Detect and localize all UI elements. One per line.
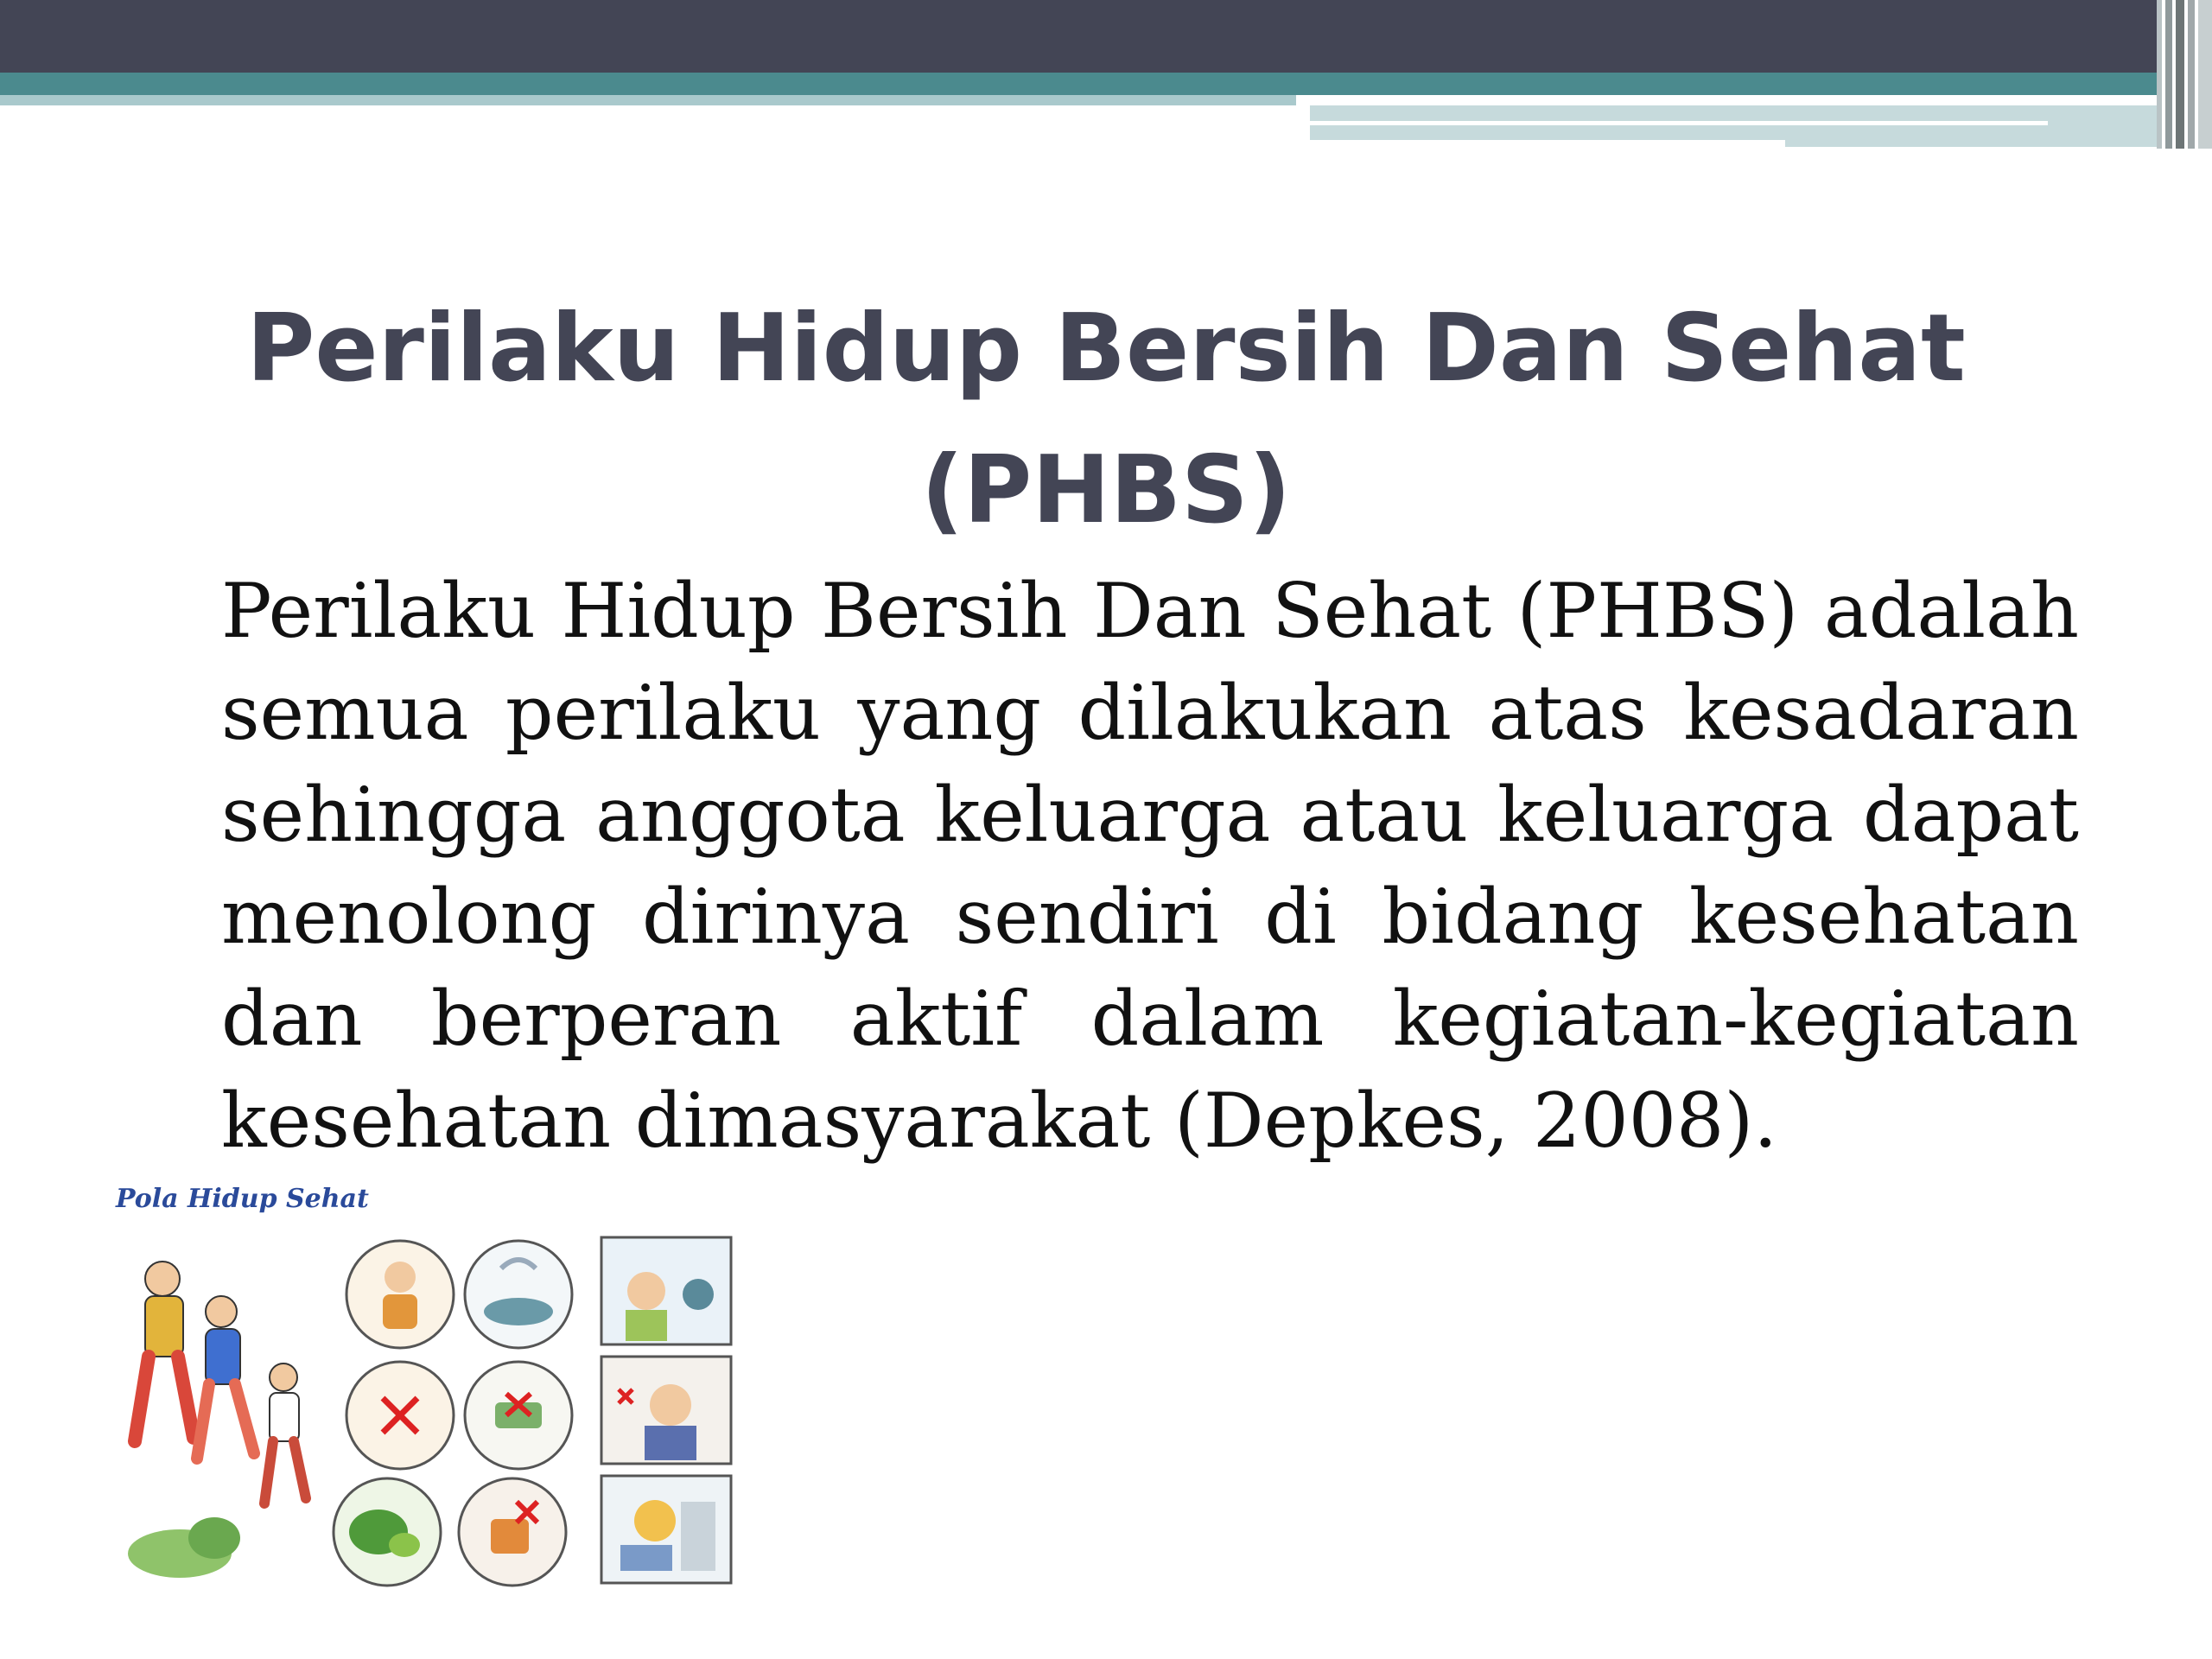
slide-title-line2: (PHBS) <box>920 436 1292 544</box>
banner-step-line-lower <box>1310 140 1785 147</box>
banner-dark-bar <box>0 0 2212 73</box>
healthy-lifestyle-illustration <box>111 1182 741 1597</box>
slide-title <box>0 278 2212 562</box>
banner-teal-bar <box>0 73 2176 95</box>
family-figures <box>128 1262 306 1578</box>
banner-step-line <box>1310 121 2048 125</box>
slide-title-line1: Perilaku Hidup Bersih Dan Sehat <box>246 295 1966 403</box>
illustration-title: Pola Hidup Sehat <box>116 1184 369 1214</box>
banner-light-bar <box>0 95 1296 105</box>
slide-body-text: Perilaku Hidup Bersih Dan Sehat (PHBS) adalah semua perilaku yang dilakukan atas kesadaran sehingga anggota keluarga atau keluarga dapat menolong dirinya sendiri di bidang kesehatan dan berperan aktif dalam kegiatan-kegiatan kesehatan dimasyarakat (Depkes, 2008). <box>221 567 2079 1165</box>
banner-stripes <box>2157 0 2212 149</box>
illustration-drawing <box>111 1182 741 1597</box>
